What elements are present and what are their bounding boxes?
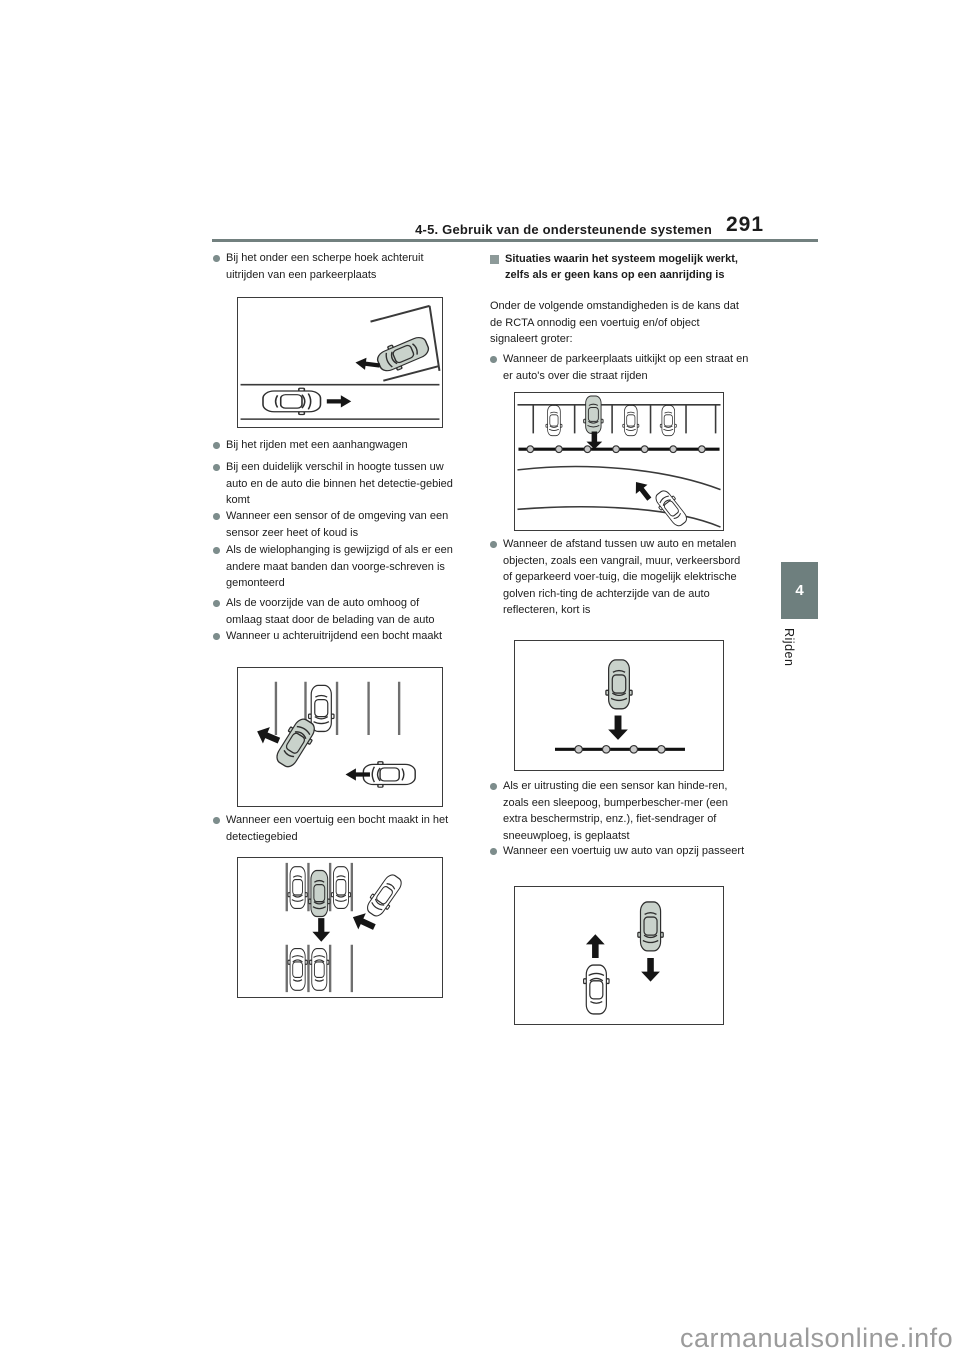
- bullet-icon: [490, 541, 497, 548]
- bullet-text: Bij het onder een scherpe hoek achteruit uitrijden van een parkeerplaats: [226, 252, 424, 281]
- bullet-icon: [490, 783, 497, 790]
- figure-vehicle-passing-alongside: [514, 886, 724, 1025]
- list-item: [490, 778, 749, 844]
- list-item: [213, 542, 458, 592]
- header-rule: [212, 239, 818, 242]
- chapter-tab: 4: [781, 562, 818, 619]
- watermark: carmanualsonline.info: [680, 1323, 954, 1353]
- list-item: [213, 595, 458, 628]
- bullet-icon: [213, 600, 220, 607]
- bullet-text: Wanneer de afstand tussen uw auto en metalen objecten, zoals een vangrail, muur, verkeersbord of geparkeerd voer-tuig, die mogelijk elektrische golven rich-ting de achterzijde van de auto reflecteren, kort is: [503, 538, 741, 616]
- bullet-text: Als er uitrusting die een sensor kan hinde-ren, zoals een sleepoog, bumperbescher-mer (een extra beschermstrip, enz.), fiet-sendrager of sneeuwploeg, is geplaatst: [503, 780, 729, 842]
- page-number: 291: [726, 213, 765, 236]
- bullet-text: Wanneer een voertuig een bocht maakt in het detectiegebied: [226, 814, 449, 843]
- bullet-icon: [213, 817, 220, 824]
- list-item: [213, 459, 458, 509]
- figure-guardrail-behind-vehicle: [514, 640, 724, 771]
- section-heading-text: Situaties waarin het systeem mogelijk werkt, zelfs als er geen kans op een aanrijding is: [505, 253, 738, 282]
- bullet-text: Wanneer een voertuig uw auto van opzij passeert: [503, 845, 745, 857]
- chapter-tab-label: Rijden: [782, 628, 796, 667]
- square-bullet-icon: [490, 255, 499, 264]
- list-item: [213, 250, 458, 283]
- list-item: [213, 628, 458, 645]
- bullet-text: Als de wielophanging is gewijzigd of als er een andere maat banden dan voorge-schreven is gemonteerd: [226, 544, 453, 589]
- bullet-icon: [213, 255, 220, 262]
- figure-vehicle-turning-in-detection-area: [237, 857, 443, 998]
- list-item: [490, 843, 749, 860]
- list-item: [213, 437, 458, 454]
- bullet-text: Wanneer een sensor of de omgeving van een sensor zeer heet of koud is: [226, 510, 449, 539]
- bullet-text: Bij een duidelijk verschil in hoogte tussen uw auto en de auto die binnen het detectie-gebied komt: [226, 461, 453, 506]
- list-item: [213, 508, 458, 541]
- figure-reverse-out-sharp-angle: [237, 297, 443, 428]
- bullet-text: Als de voorzijde van de auto omhoog of omlaag staat door de belading van de auto: [226, 597, 435, 626]
- bullet-text: Wanneer de parkeerplaats uitkijkt op een straat en er auto's over die straat rijden: [503, 353, 749, 382]
- intro-paragraph: Onder de volgende omstandigheden is de kans dat de RCTA onnodig een voertuig en/of object signaleert groter:: [490, 300, 739, 345]
- bullet-icon: [213, 633, 220, 640]
- section-title: 4-5. Gebruik van de ondersteunende systemen: [415, 222, 712, 237]
- list-item: [213, 812, 458, 845]
- bullet-icon: [213, 513, 220, 520]
- section-heading: [490, 251, 755, 284]
- figure-reverse-turn-in-parking-lot: [237, 667, 443, 807]
- bullet-icon: [490, 848, 497, 855]
- bullet-icon: [490, 356, 497, 363]
- bullet-icon: [213, 464, 220, 471]
- bullet-icon: [213, 442, 220, 449]
- bullet-text: Bij het rijden met een aanhangwagen: [226, 439, 408, 451]
- list-item: [490, 536, 749, 619]
- bullet-text: Wanneer u achteruitrijdend een bocht maakt: [226, 630, 443, 642]
- bullet-icon: [213, 547, 220, 554]
- figure-parking-lot-facing-street: [514, 392, 724, 531]
- list-item: [490, 351, 749, 384]
